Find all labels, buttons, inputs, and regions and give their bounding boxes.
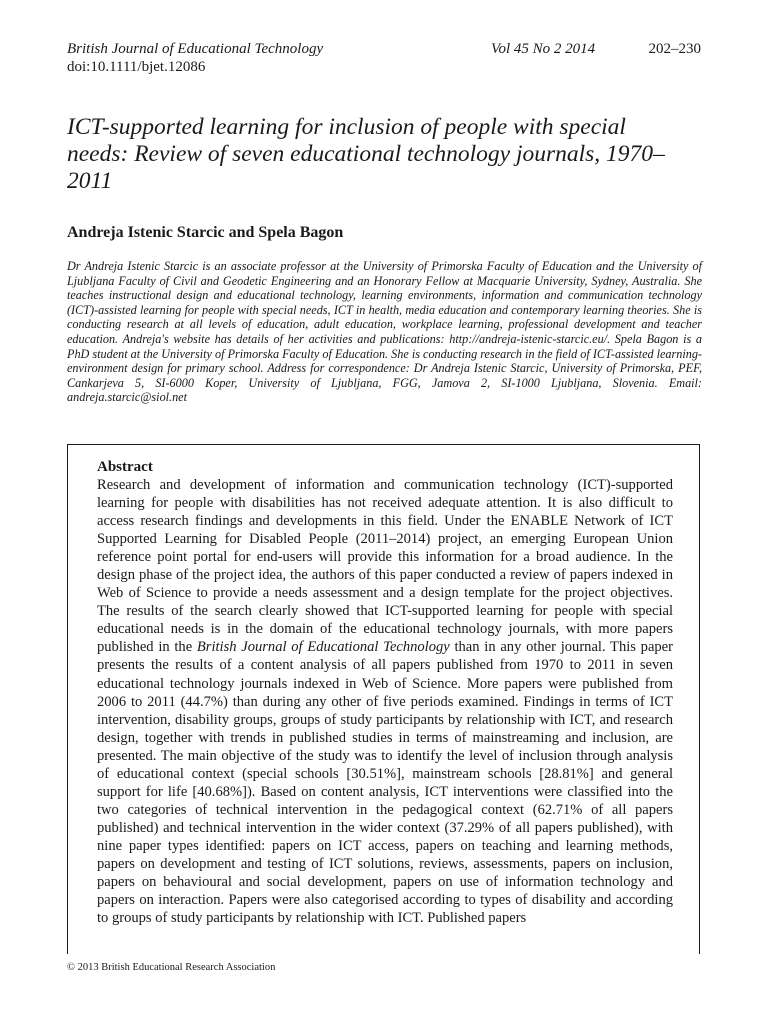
author-bio: Dr Andreja Istenic Starcic is an associate professor at the University of Primorska Faculty of Education and the University of Ljubljana Faculty of Civil and Geodetic Engineering and an Honorary Fellow at Macquarie University, Sydney, Australia. She teaches instructional design and educational technology, learning environments, information and communication technology (ICT)-assisted learning for people with special needs, ICT in health, media education and contemporary learning theories. She is conducting research at all levels of education, adult education, workplace learning, professional development and teacher education. Andreja's website has details of her activities and publications: http://andreja-istenic-starcic.eu/. Spela Bagon is a PhD student at the University of Primorska Faculty of Education. She is conducting research in the field of ICT-assisted learning-environment design for primary school. Address for correspondence: Dr Andreja Istenic Starcic, University of Primorska, PEF, Cankarjeva 5, SI-6000 Koper, University of Ljubljana, FGG, Jamova 2, SI-1000 Ljubljana, Slovenia. Email: andreja.starcic@siol.net bbox=[67, 259, 702, 405]
abstract-content bbox=[97, 458, 673, 927]
article-title: ICT-supported learning for inclusion of people with special needs: Review of seven educational technology journals, 1970–2011 bbox=[67, 114, 665, 194]
abstract-text-part2: than in any other journal. This paper presents the results of a content analysis of all papers published from 1970 to 2011 in seven educational technology journals indexed in Web of Science. More papers were published from 2006 to 2011 (44.7%) than during any other of five periods examined. Findings in terms of ICT intervention, disability groups, groups of study participants by relationship with ICT, and research design, together with trends in published studies in terms of mainstreaming and inclusion, are presented. The main objective of the study was to identify the level of inclusion through analysis of educational context (special schools [30.51%], mainstream schools [28.81%] and general support for life [40.68%]). Based on content analysis, ICT interventions were classified into the two categories of technical intervention in the pedagogical context (62.71% of all papers published) and technical intervention in the wider context (37.29% of all papers published), with nine paper types identified: papers on ICT access, papers on teaching and learning methods, papers on development and testing of ICT solutions, reviews, assessments, papers on inclusion, papers on behavioural and social development, papers on use of information technology and papers on interaction. Papers were also categorised according to types of disability and according to groups of study participants by relationship with ICT. Published papers bbox=[97, 639, 673, 927]
abstract-journal-name: British Journal of Educational Technology bbox=[196, 639, 450, 656]
abstract-heading: Abstract bbox=[97, 459, 153, 475]
journal-name: British Journal of Educational Technology bbox=[67, 41, 324, 57]
journal-volume: Vol 45 No 2 2014 bbox=[491, 41, 596, 57]
copyright-footer: © 2013 British Educational Research Association bbox=[67, 962, 276, 973]
abstract-box bbox=[67, 444, 700, 954]
abstract-text-part1: Research and development of information and communication technology (ICT)-supported learning for people with disabilities has not received adequate attention. It is also difficult to access research findings and developments in this field. Under the ENABLE Network of ICT Supported Learning for Disabled People (2011–2014) project, an emerging European Union reference point portal for end-users will provide this information for a broad audience. In the design phase of the project idea, the authors of this paper conducted a review of papers indexed in Web of Science to provide a needs assessment and a design template for the project objectives. The results of the search clearly showed that ICT-supported learning for people with special educational needs is in the domain of the educational technology journals, with more papers published in the bbox=[97, 477, 673, 656]
page-range: 202–230 bbox=[648, 41, 701, 57]
article-authors: Andreja Istenic Starcic and Spela Bagon bbox=[67, 224, 344, 241]
doi: doi:10.1111/bjet.12086 bbox=[67, 59, 206, 75]
abstract-text bbox=[97, 476, 673, 927]
